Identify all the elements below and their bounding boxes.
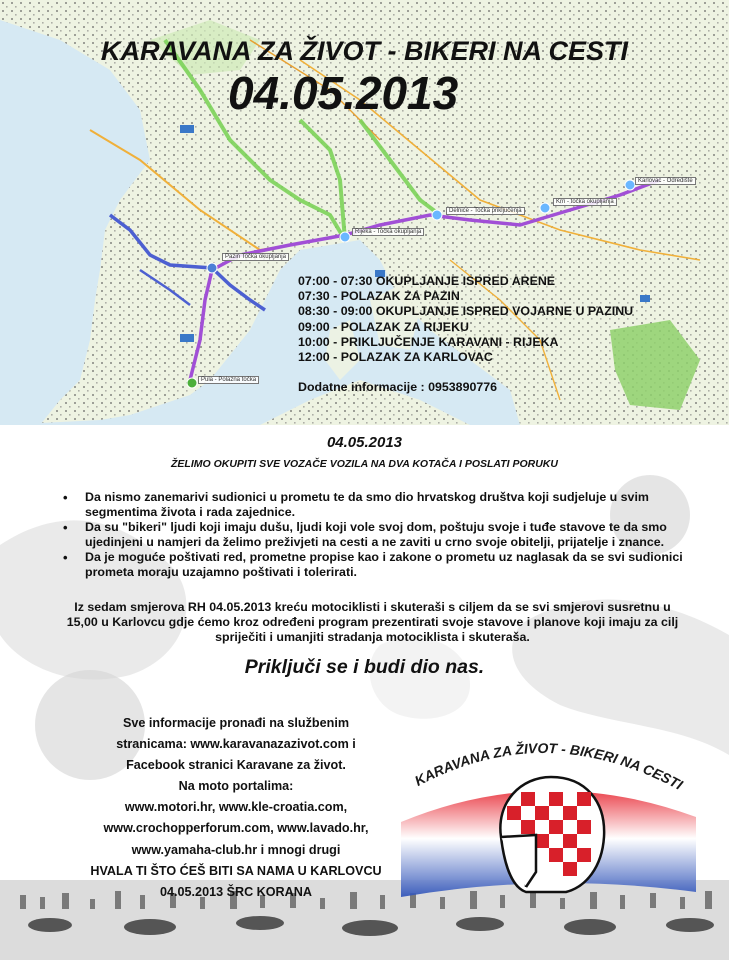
contact-info: Dodatne informacije : 0953890776 (298, 380, 498, 394)
map-label-delnice: Delnice - Točka priključenja (446, 207, 525, 215)
info-line: 04.05.2013 ŠRC KORANA (160, 884, 312, 899)
list-item: • Da su "bikeri" ljudi koji imaju dušu, ljudi koji vole svoj dom, poštuju svoje i tuđe stavove te da smo ujedinjeni u namjeri da želimo preživjeti na cesti a ne zaviti u crno svoje obitelji, prijatelje i znance. (60, 520, 685, 550)
poster-date: 04.05.2013 (228, 67, 459, 119)
map-label-rijeka: Rijeka - Točka okupljanja (352, 228, 424, 236)
info-block (30, 713, 442, 903)
info-line: Na moto portalima: (178, 779, 294, 794)
poster-title: KARAVANA ZA ŽIVOT - BIKERI NA CESTI (101, 36, 628, 66)
schedule-row: 08:30 - 09:00 OKUPLJANJE ISPRED VOJARNE U PAZINU (298, 304, 634, 319)
info-line: Facebook stranici Karavane za život. (126, 758, 346, 773)
info-line: HVALA TI ŠTO ĆEŠ BITI SA NAMA U KARLOVCU (90, 863, 382, 878)
info-line: Sve informacije pronađi na službenim (122, 716, 350, 730)
map-label-krnjak: Krn - točka okupljanja (553, 198, 617, 206)
logo-text: KARAVANA ZA ŽIVOT - BIKERI NA CESTI (411, 739, 686, 793)
schedule-row: 09:00 - POLAZAK ZA RIJEKU (298, 319, 469, 334)
helmet-icon (500, 777, 604, 892)
event-paragraph: Iz sedam smjerova RH 04.05.2013 kreću motociklisti i skuteraši s ciljem da se svi smjerovi susretnu u 15,00 u Karlovcu gdje ćemo kroz određeni program prezentirati svoje stavove i planove koji imaju za cilj spriječiti i umanjiti stradanja motociklista i skuteraša. (66, 600, 679, 645)
schedule (298, 274, 633, 365)
list-item: • Da je moguće poštivati red, prometne propise kao i zakone o prometu uz naglasak da se svi sudionici prometa moraju uzajamno poštivati i tolerirati. (60, 550, 685, 580)
map-label-pazin: Pazin Točka okupljanja (222, 253, 289, 261)
schedule-row: 07:00 - 07:30 OKUPLJANJE ISPRED ARENE (298, 274, 556, 288)
route-map (0, 0, 729, 425)
info-line: stranicama: www.karavanazazivot.com i (116, 737, 356, 752)
list-item: • Da nismo zanemarivi sudionici u prometu te da smo dio hrvatskog društva koji sudjeluje u svim segmentima života i rada zajednice. (60, 490, 685, 520)
event-logo (396, 722, 701, 902)
map-label-pula: Pula - Polazna točka (198, 376, 259, 384)
section-date: 04.05.2013 (326, 434, 403, 451)
message-list (60, 490, 685, 581)
call-to-action: Priključi se i budi dio nas. (244, 656, 485, 678)
schedule-row: 12:00 - POLAZAK ZA KARLOVAC (298, 350, 493, 365)
info-line: www.crochopperforum.com, www.lavado.hr, (103, 821, 369, 836)
schedule-row: 07:30 - POLAZAK ZA PAZIN (298, 289, 460, 304)
info-line: www.motori.hr, www.kle-croatia.com, (124, 800, 348, 815)
map-label-karlovac: Karlovac - Odredište (635, 177, 696, 185)
schedule-row: 10:00 - PRIKLJUČENJE KARAVANI - RIJEKA (298, 334, 559, 349)
info-line: www.yamaha-club.hr i mnogi drugi (131, 842, 341, 857)
section-subhead: ŽELIMO OKUPITI SVE VOZAČE VOZILA NA DVA KOTAČA I POSLATI PORUKU (171, 458, 558, 470)
